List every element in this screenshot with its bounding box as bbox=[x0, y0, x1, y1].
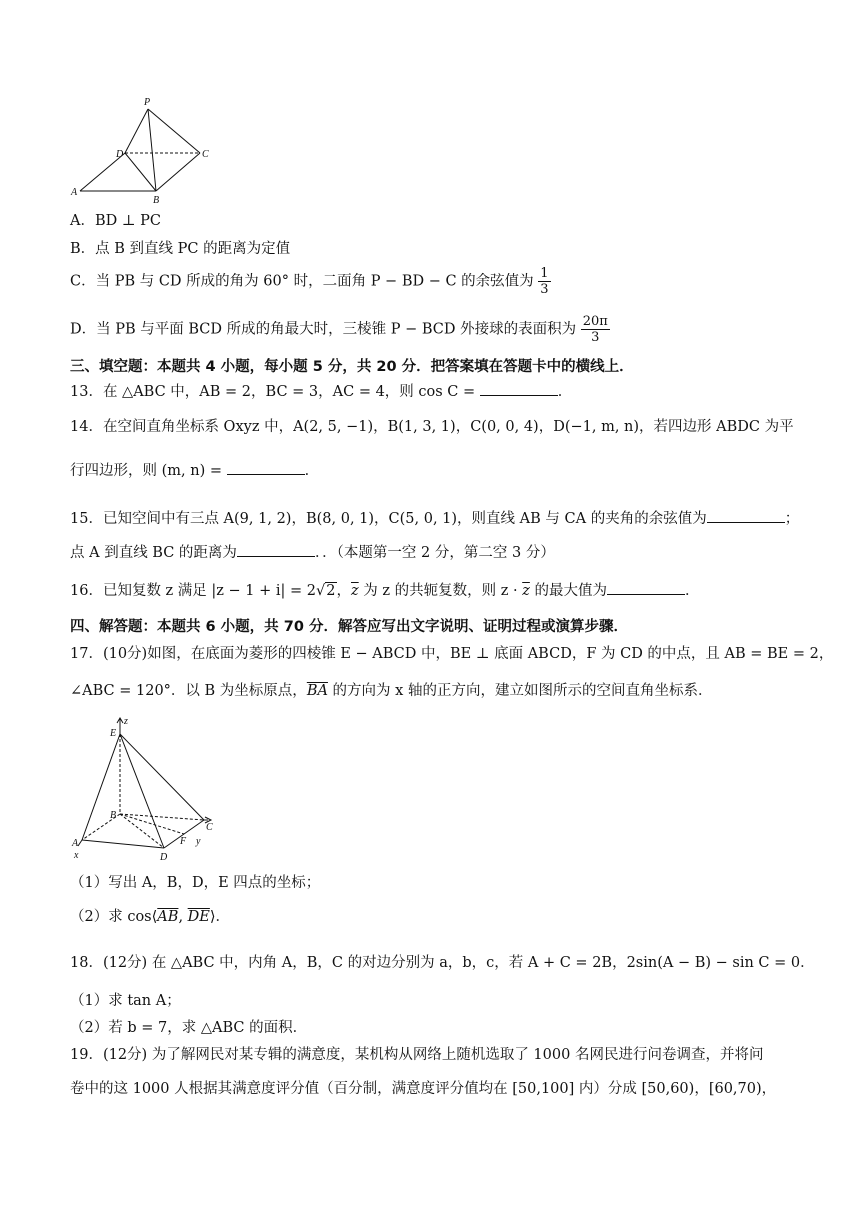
question-19-line-2: 卷中的这 1000 人根据其满意度评分值（百分制，满意度评分值均在 [50,100] 内）分成 [50,60)，[60,70)， bbox=[70, 1081, 777, 1097]
question-18-part-2: （2）若 b = 7，求 △ABC 的面积． bbox=[70, 1020, 308, 1036]
pyramid-figure-1 bbox=[68, 95, 218, 207]
pyramid-figure-2 bbox=[68, 714, 228, 866]
q12-option-c-text: C．当 PB 与 CD 所成的角为 60° 时，二面角 P − BD − C 的余弦值为 bbox=[70, 273, 534, 290]
question-15-line-1: 15．已知空间中有三点 A(9, 1, 2)，B(8, 0, 1)，C(5, 0, 1)，则直线 AB 与 CA 的夹角的余弦值为 ； bbox=[70, 508, 790, 530]
vector-ab: $\overline{AB}$ bbox=[157, 909, 179, 925]
section-3-heading: 三、填空题：本题共 4 小题，每小题 5 分，共 20 分．把答案填在答题卡中的横线上． bbox=[70, 359, 634, 375]
fig2-label-z: z bbox=[124, 716, 128, 727]
fig2-label-c: C bbox=[206, 822, 213, 833]
question-13: 13．在 △ABC 中，AB = 2，BC = 3，AC = 4，则 cos C = ． bbox=[70, 381, 790, 403]
question-19-line-1: 19．(12分) 为了解网民对某专辑的满意度，某机构从网络上随机选取了 1000 名网民进行问卷调查，并将问 bbox=[70, 1047, 764, 1063]
question-18-part-1: （1）求 tan A； bbox=[70, 993, 181, 1009]
fig1-label-d: D bbox=[116, 149, 124, 160]
q14-answer-blank[interactable] bbox=[227, 460, 305, 475]
fig2-label-a: A bbox=[72, 838, 79, 849]
vector-ba: $\overline{BA}$ bbox=[306, 683, 328, 699]
q15-answer-blank-1[interactable] bbox=[707, 508, 785, 523]
fig2-label-x: x bbox=[74, 850, 79, 861]
fraction-twenty-pi-thirds: $\frac{20\pi}{3}$ bbox=[582, 314, 608, 345]
q15-answer-blank-2[interactable] bbox=[237, 542, 315, 557]
question-14-line-1: 14．在空间直角坐标系 Oxyz 中，A(2, 5, −1)，B(1, 3, 1)，C(0, 0, 4)，D(−1, m, n)，若四边形 ABDC 为平 bbox=[70, 419, 794, 435]
q16-answer-blank[interactable] bbox=[607, 580, 685, 595]
fig2-label-e: E bbox=[110, 728, 117, 739]
fig2-label-b: B bbox=[110, 810, 117, 821]
q12-option-c bbox=[70, 266, 790, 297]
fig1-label-p: P bbox=[144, 97, 151, 108]
section-4-heading: 四、解答题：本题共 6 小题，共 70 分．解答应写出文字说明、证明过程或演算步骤． bbox=[70, 619, 628, 635]
fig1-label-a: A bbox=[71, 187, 78, 198]
question-15-line-2: 点 A 到直线 BC 的距离为 ．．（本题第一空 2 分，第二空 3 分） bbox=[70, 542, 790, 564]
fig2-label-f: F bbox=[180, 836, 187, 847]
q12-option-d-text: D．当 PB 与平面 BCD 所成的角最大时，三棱锥 P − BCD 外接球的表面积为 bbox=[70, 321, 577, 338]
fig2-label-y: y bbox=[196, 836, 201, 847]
q12-option-d bbox=[70, 314, 790, 345]
fig1-label-c: C bbox=[202, 149, 209, 160]
q12-option-b: B．点 B 到直线 PC 的距离为定值 bbox=[70, 241, 291, 257]
question-14-line-2: 行四边形，则 (m, n) = ． bbox=[70, 460, 790, 482]
vector-de: $\overline{DE}$ bbox=[187, 909, 210, 925]
question-17-line-2: ∠ABC = 120°．以 B 为坐标原点，$\overline{BA}$ 的方向为 x 轴的正方向，建立如图所示的空间直角坐标系． bbox=[70, 683, 713, 699]
q13-answer-blank[interactable] bbox=[480, 381, 558, 396]
fig1-label-b: B bbox=[153, 195, 160, 206]
fig2-label-d: D bbox=[160, 852, 168, 863]
question-17-part-2: （2）求 $\cos⟨\overline{AB}$, $\overline{DE}⟩$． bbox=[70, 909, 231, 925]
question-17-line-1: 17．(10分)如图，在底面为菱形的四棱锥 E − ABCD 中，BE ⊥ 底面 ABCD，F 为 CD 的中点，且 AB = BE = 2， bbox=[70, 646, 834, 662]
question-17-part-1: （1）写出 A，B，D，E 四点的坐标； bbox=[70, 875, 321, 891]
q12-option-a: A．BD ⊥ PC bbox=[70, 213, 161, 229]
question-16: 16．已知复数 z 满足 |z − 1 + i| = 2√2，$\overline{z}$ 为 z 的共轭复数，则 $z \cdot \overline{z}$ 的最大值为 ． bbox=[70, 580, 790, 602]
question-18-line-1: 18．(12分) 在 △ABC 中，内角 A，B，C 的对边分别为 a，b，c，若 A + C = 2B，2sin(A − B) − sin C = 0． bbox=[70, 955, 815, 971]
fraction-one-third: $\frac{1}{3}$ bbox=[540, 266, 549, 297]
